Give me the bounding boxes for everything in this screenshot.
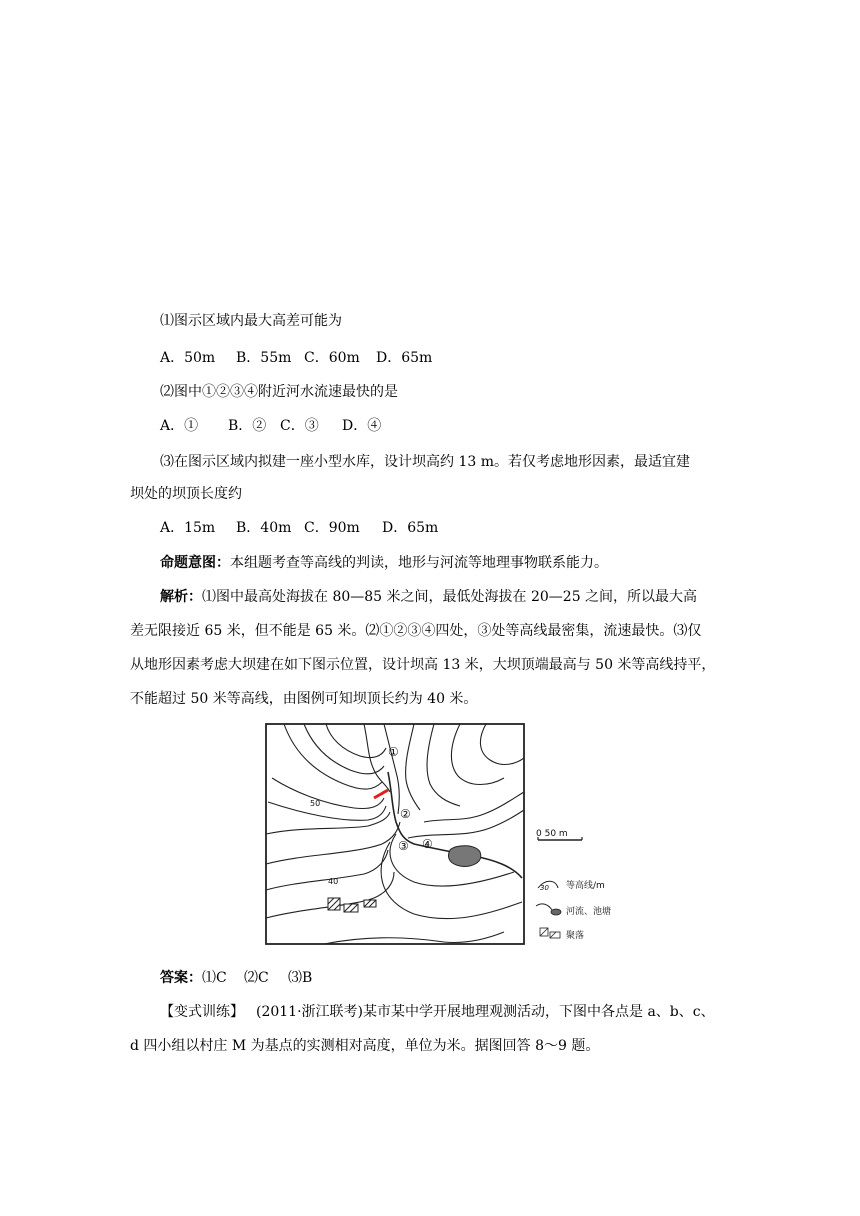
option-c: C．③	[280, 418, 319, 434]
question-2-options	[160, 416, 381, 436]
analysis-label: 解析：	[160, 589, 202, 605]
legend-river: 河流、池塘	[566, 907, 612, 917]
legend	[536, 879, 611, 941]
contour-line	[266, 812, 390, 834]
marker-2: ②	[400, 807, 411, 821]
marker-1: ①	[388, 745, 399, 759]
contour-line	[408, 810, 524, 838]
analysis-line3: 从地形因素考虑大坝建在如下图示位置，设计坝高 13 米，大坝顶端最高与 50 米等高线持平，	[130, 657, 716, 673]
option-d: D．65m	[376, 350, 433, 366]
answer	[160, 968, 312, 988]
question-1-options	[160, 348, 432, 368]
option-b: B．40m	[236, 520, 292, 536]
question-3-stem-line1: ⑶在图示区域内拟建一座小型水库，设计坝高约 13 m。若仅考虑地形因素，最适宜建	[160, 454, 690, 470]
option-d: D．65m	[382, 520, 439, 536]
option-b: B．55m	[236, 350, 292, 366]
analysis-line4: 不能超过 50 米等高线，由图例可知坝顶长约为 40 米。	[130, 691, 478, 707]
contour-line	[451, 724, 504, 785]
scale-bar	[536, 829, 582, 840]
option-a: A．15m	[160, 520, 216, 536]
marker-3: ③	[398, 839, 409, 853]
intent-label: 命题意图：	[160, 555, 230, 571]
contour-map	[264, 722, 636, 948]
question-1-stem: ⑴图示区域内最大高差可能为	[160, 313, 342, 329]
contour-line	[424, 792, 524, 822]
intent-text: 本组题考查等高线的判读，地形与河流等地理事物联系能力。	[230, 555, 608, 571]
question-3-options	[160, 518, 438, 538]
question-2-stem: ⑵图中①②③④附近河水流速最快的是	[160, 384, 398, 400]
answer-label: 答案：	[160, 970, 202, 986]
variant-line2: d 四小组以村庄 M 为基点的实测相对高度，单位为米。据图回答 8～9 题。	[130, 1038, 600, 1054]
option-b: B．②	[228, 418, 267, 434]
contour-line	[406, 724, 420, 810]
pond	[448, 846, 480, 867]
contour-line	[266, 850, 388, 890]
variant-label: 【变式训练】	[160, 1004, 244, 1020]
analysis-line1: 解析：⑴图中最高处海拔在 80—85 米之间，最低处海拔在 20—25 之间，所以最大高	[160, 589, 698, 605]
question-3-stem-line2: 坝处的坝顶长度约	[130, 486, 242, 502]
option-c: C．90m	[304, 520, 360, 536]
contour-line	[480, 724, 524, 764]
contour-label-50: 50	[310, 799, 321, 808]
contour-line	[268, 802, 386, 820]
contour-label-40: 40	[328, 877, 339, 886]
answer-3: ⑶B	[288, 970, 313, 986]
marker-4: ④	[422, 837, 433, 851]
intent	[160, 553, 608, 573]
scale-text: 0 50 m	[536, 829, 568, 839]
option-d: D．④	[342, 418, 382, 434]
option-a: A．50m	[160, 350, 216, 366]
contour-line	[284, 724, 382, 789]
legend-settlement: 聚落	[566, 931, 585, 941]
contour-line	[272, 778, 384, 809]
legend-contour-sample: 30	[540, 884, 549, 892]
variant-line1: 【变式训练】 (2011·浙江联考)某市某中学开展地理观测活动，下图中各点是 a、b、c、	[160, 1004, 715, 1020]
analysis-line2: 差无限接近 65 米，但不能是 65 米。⑵①②③④四处，③处等高线最密集，流速最快。⑶仅	[130, 623, 702, 639]
answer-2: ⑵C	[244, 970, 269, 986]
option-a: A．①	[160, 418, 199, 434]
option-c: C．60m	[304, 350, 360, 366]
legend-contour: 等高线/m	[566, 881, 605, 891]
contour-line	[324, 932, 504, 944]
dam-site	[374, 790, 388, 798]
contour-line	[326, 724, 386, 758]
answer-1: ⑴C	[202, 970, 227, 986]
